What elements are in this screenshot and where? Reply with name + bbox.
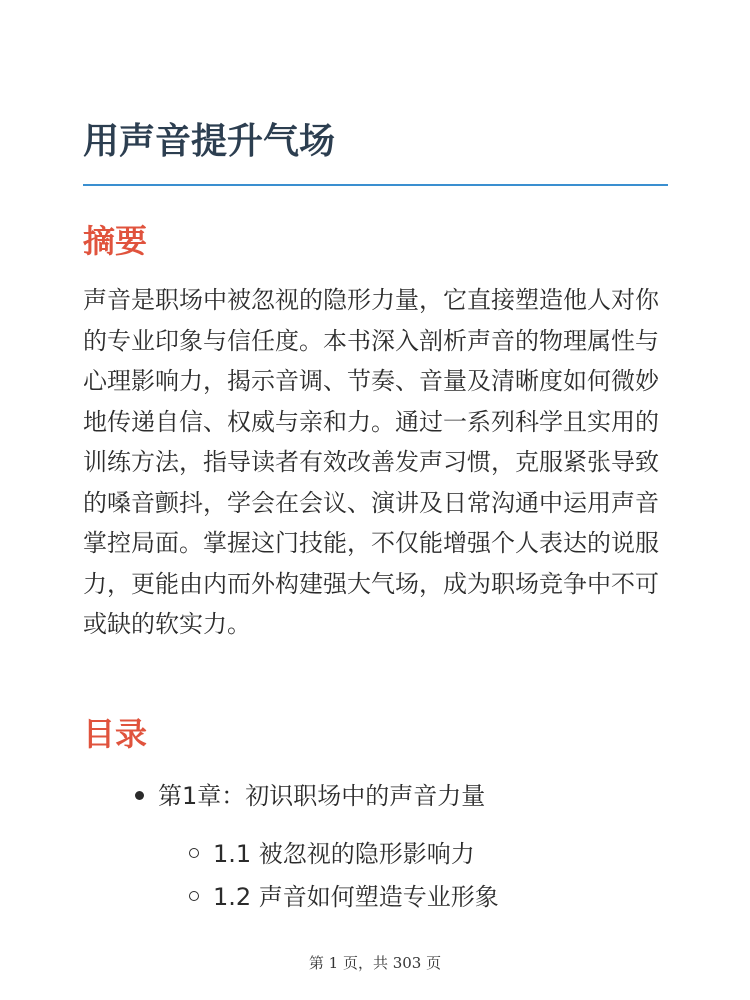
bullet-disc-icon — [135, 791, 144, 800]
page-title: 用声音提升气场 — [83, 121, 336, 162]
bullet-circle-icon — [189, 891, 199, 901]
abstract-heading: 摘要 — [83, 222, 148, 260]
document-page — [83, 0, 669, 1000]
toc-section-1-2[interactable] — [189, 880, 499, 914]
toc-chapter-1[interactable] — [135, 779, 485, 813]
toc-heading: 目录 — [83, 715, 148, 753]
toc-chapter-label: 第1章：初识职场中的声音力量 — [158, 782, 486, 810]
toc-section-1-1[interactable] — [189, 837, 475, 871]
abstract-paragraph: 声音是职场中被忽视的隐形力量，它直接塑造他人对你的专业印象与信任度。本书深入剖析声音的物理属性与心理影响力，揭示音调、节奏、音量及清晰度如何微妙地传递自信、权威与亲和力。通过一系列科学且实用的训练方法，指导读者有效改善发声习惯，克服紧张导致的嗓音颤抖，学会在会议、演讲及日常沟通中运用声音掌控局面。掌握这门技能，不仅能增强个人表达的说服力，更能由内而外构建强大气场，成为职场竞争中不可或缺的软实力。 — [83, 286, 659, 638]
bullet-circle-icon — [189, 848, 199, 858]
toc-section-label: 1.2 声音如何塑造专业形象 — [213, 883, 499, 911]
table-of-contents — [83, 0, 669, 1000]
page-footer: 第 1 页，共 303 页 — [308, 954, 442, 972]
toc-section-label: 1.1 被忽视的隐形影响力 — [213, 840, 475, 868]
